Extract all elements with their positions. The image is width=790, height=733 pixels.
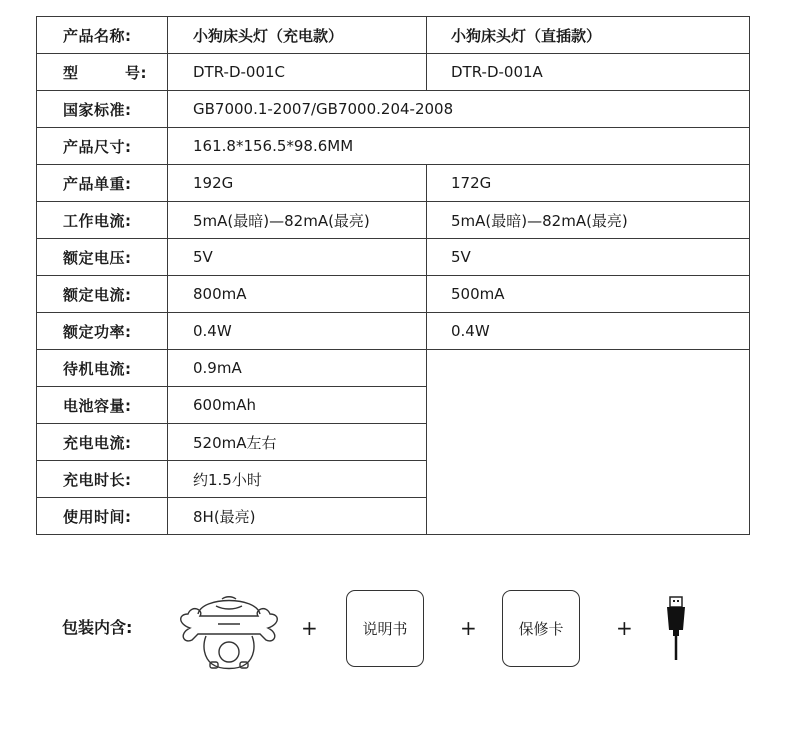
- row-label: 产品尺寸:: [37, 128, 168, 165]
- row-label: 国家标准:: [37, 91, 168, 128]
- table-row-header: [37, 17, 750, 54]
- table-row: [37, 313, 750, 350]
- value-b: 172G: [427, 165, 750, 202]
- value-a: 800mA: [168, 276, 427, 313]
- plus-sign: +: [616, 616, 633, 640]
- value-a: 0.9mA: [168, 350, 427, 387]
- package-contents: [0, 570, 790, 690]
- table-row: [37, 128, 750, 165]
- table-row: [37, 239, 750, 276]
- table-row: [37, 165, 750, 202]
- value-a: 0.4W: [168, 313, 427, 350]
- value-merged: GB7000.1-2007/GB7000.204-2008: [168, 91, 750, 128]
- value-a: 5mA(最暗)—82mA(最亮): [168, 202, 427, 239]
- table-row: [37, 54, 750, 91]
- row-label: 充电电流:: [37, 424, 168, 461]
- plus-sign: +: [460, 616, 477, 640]
- spec-table: [36, 16, 750, 535]
- row-label: 额定功率:: [37, 313, 168, 350]
- model-a-name: 小狗床头灯（充电款）: [168, 17, 427, 54]
- value-b: 5mA(最暗)—82mA(最亮): [427, 202, 750, 239]
- row-label: 额定电流:: [37, 276, 168, 313]
- row-label: 使用时间:: [37, 498, 168, 535]
- usb-cable-icon: [664, 596, 688, 662]
- value-b: 500mA: [427, 276, 750, 313]
- warranty-card-label: 保修卡: [518, 620, 564, 638]
- value-a: DTR-D-001C: [168, 54, 427, 91]
- dog-lamp-icon: [176, 584, 282, 674]
- model-b-name: 小狗床头灯（直插款）: [427, 17, 750, 54]
- row-label: 充电时长:: [37, 461, 168, 498]
- row-label: 产品名称:: [37, 17, 168, 54]
- row-label: 型 号:: [37, 54, 168, 91]
- plus-sign: +: [301, 616, 318, 640]
- warranty-card-box: [502, 590, 580, 667]
- row-label: 工作电流:: [37, 202, 168, 239]
- value-a: 600mAh: [168, 387, 427, 424]
- table-row: [37, 276, 750, 313]
- row-label: 电池容量:: [37, 387, 168, 424]
- value-a: 约1.5小时: [168, 461, 427, 498]
- value-b: DTR-D-001A: [427, 54, 750, 91]
- empty-cell: [427, 350, 750, 535]
- value-b: 5V: [427, 239, 750, 276]
- value-a: 5V: [168, 239, 427, 276]
- row-label: 产品单重:: [37, 165, 168, 202]
- value-a: 192G: [168, 165, 427, 202]
- table-row: [37, 202, 750, 239]
- table-row: [37, 350, 750, 387]
- table-row: [37, 91, 750, 128]
- value-a: 8H(最亮): [168, 498, 427, 535]
- package-label: 包装内含:: [62, 618, 133, 637]
- manual-box: [346, 590, 424, 667]
- value-merged: 161.8*156.5*98.6MM: [168, 128, 750, 165]
- row-label: 待机电流:: [37, 350, 168, 387]
- manual-label: 说明书: [362, 620, 408, 638]
- value-a: 520mA左右: [168, 424, 427, 461]
- row-label: 额定电压:: [37, 239, 168, 276]
- value-b: 0.4W: [427, 313, 750, 350]
